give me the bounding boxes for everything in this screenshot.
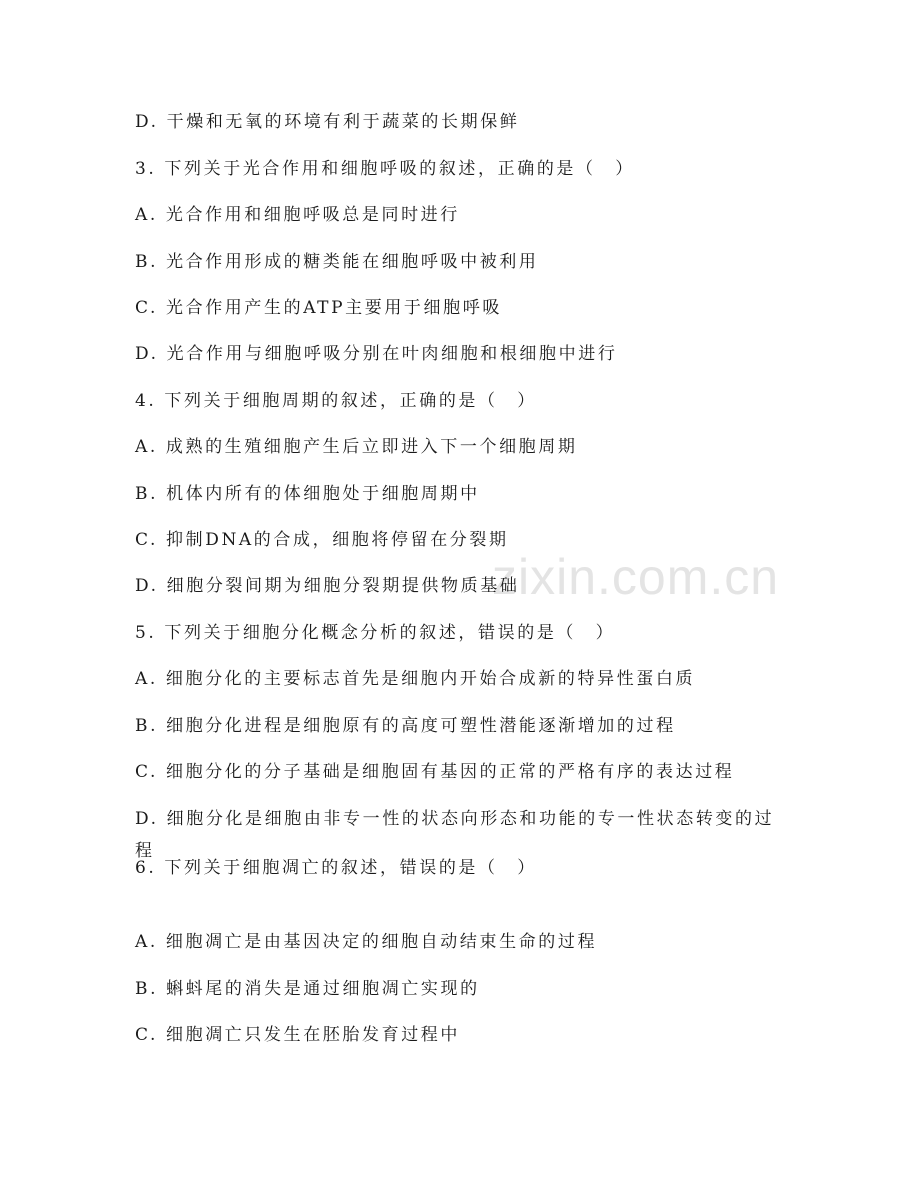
option-d-q4: D. 细胞分裂间期为细胞分裂期提供物质基础 (135, 576, 520, 596)
watermark: zixin.com.cn (492, 549, 780, 605)
option-a-q6: A. 细胞凋亡是由基因决定的细胞自动结束生命的过程 (135, 932, 598, 952)
option-b-q3: B. 光合作用形成的糖类能在细胞呼吸中被利用 (135, 252, 539, 272)
option-d-q2: D. 干燥和无氧的环境有利于蔬菜的长期保鲜 (135, 112, 520, 132)
option-d-q3: D. 光合作用与细胞呼吸分别在叶肉细胞和根细胞中进行 (135, 344, 618, 364)
question-6: 6. 下列关于细胞凋亡的叙述，错误的是（ ） (135, 858, 537, 878)
question-3: 3. 下列关于光合作用和细胞呼吸的叙述，正确的是（ ） (135, 159, 635, 179)
option-b-q5: B. 细胞分化进程是细胞原有的高度可塑性潜能逐渐增加的过程 (135, 716, 676, 736)
option-a-q3: A. 光合作用和细胞呼吸总是同时进行 (135, 205, 460, 225)
option-c-q5: C. 细胞分化的分子基础是细胞固有基因的正常的严格有序的表达过程 (135, 762, 735, 782)
option-a-q5: A. 细胞分化的主要标志首先是细胞内开始合成新的特异性蛋白质 (135, 669, 696, 689)
option-a-q4: A. 成熟的生殖细胞产生后立即进入下一个细胞周期 (135, 437, 578, 457)
option-d-q5: D. 细胞分化是细胞由非专一性的状态向形态和功能的专一性状态转变的过程 (135, 809, 775, 861)
option-c-q3: C. 光合作用产生的ATP主要用于细胞呼吸 (135, 298, 502, 318)
question-4: 4. 下列关于细胞周期的叙述，正确的是（ ） (135, 391, 537, 411)
option-c-q4: C. 抑制DNA的合成，细胞将停留在分裂期 (135, 530, 509, 550)
question-5: 5. 下列关于细胞分化概念分析的叙述，错误的是（ ） (135, 623, 616, 643)
option-c-q6: C. 细胞凋亡只发生在胚胎发育过程中 (135, 1025, 461, 1045)
option-b-q6: B. 蝌蚪尾的消失是通过细胞凋亡实现的 (135, 979, 480, 999)
option-b-q4: B. 机体内所有的体细胞处于细胞周期中 (135, 484, 480, 504)
